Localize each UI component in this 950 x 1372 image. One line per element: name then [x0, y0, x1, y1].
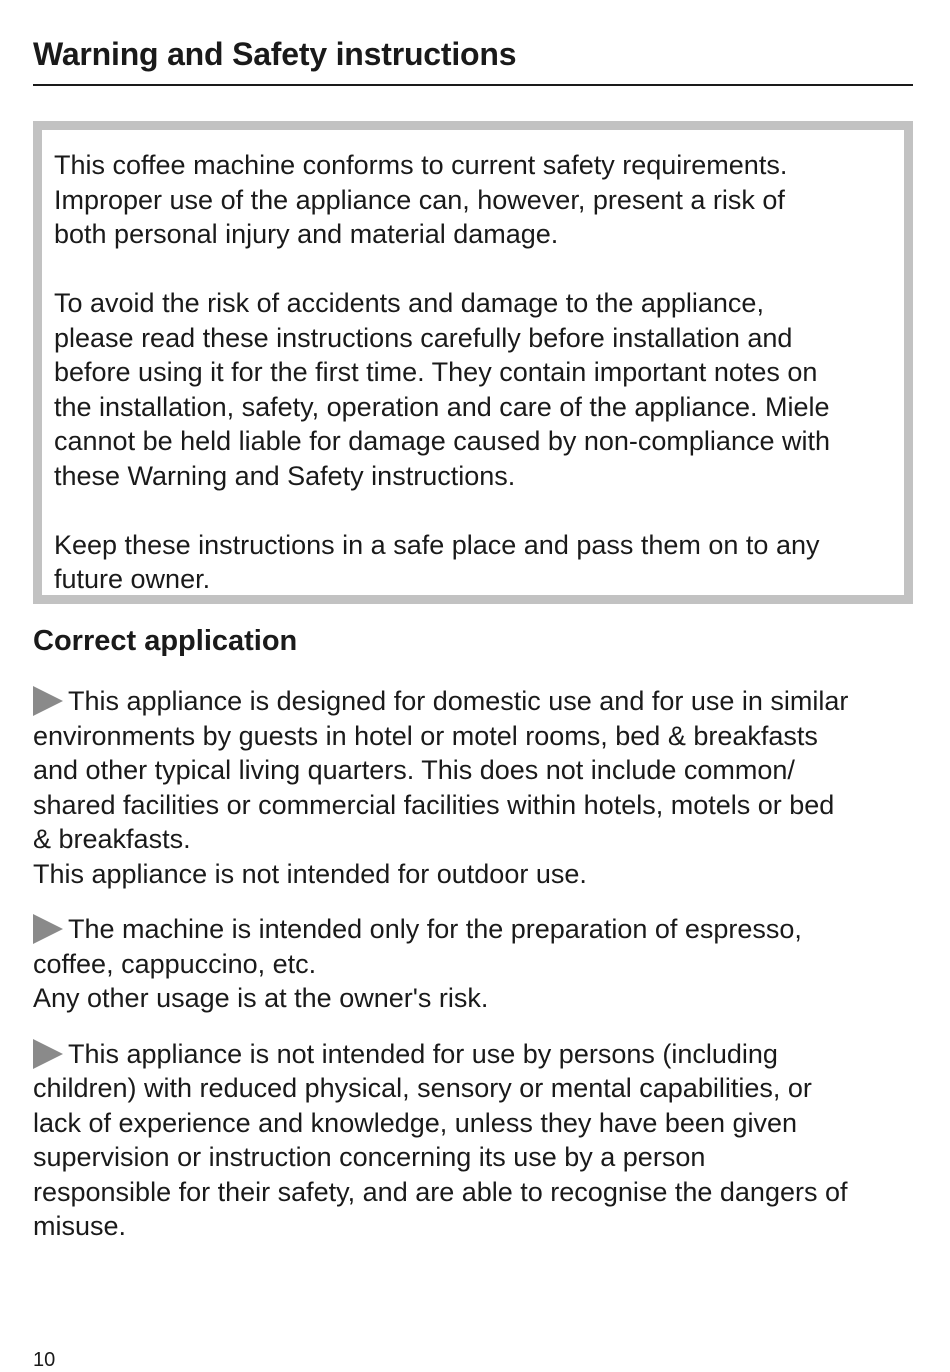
page-header	[33, 32, 913, 86]
notice-paragraph: To avoid the risk of accidents and damage to the appliance, please read these instructions carefully before installation and before using it for the first time. They contain important notes on the installation, safety, operation and care of the appliance. Miele cannot be held liable for damage caused by non-compliance with these Warning and Safety instructions.	[54, 288, 830, 491]
triangle-arrow-icon	[33, 686, 63, 716]
safety-notice-box	[33, 121, 913, 604]
list-item-text: This appliance is designed for domestic use and for use in similar environments by guests in hotel or motel rooms, bed & breakfasts and other typical living quarters. This does not include common/ shared facilities or commercial facilities within hotels, motels or bed & breakfasts. This appliance is not intended for outdoor use.	[33, 686, 849, 889]
section-title: Correct application	[33, 625, 298, 657]
triangle-arrow-icon	[33, 914, 63, 944]
page-title: Warning and Safety instructions	[33, 36, 517, 72]
page-number: 10	[33, 1349, 56, 1371]
list-item-text: This appliance is not intended for use by persons (including children) with reduced physical, sensory or mental capabilities, or lack of experience and knowledge, unless they have been given supervision or instruction concerning its use by a person responsible for their safety, and are able to recognise the dangers of misuse.	[33, 1038, 848, 1241]
triangle-arrow-icon	[33, 1039, 63, 1069]
notice-paragraph: This coffee machine conforms to current safety requirements. Improper use of the appliance can, however, present a risk of both personal injury and material damage.	[54, 150, 788, 249]
notice-paragraph: Keep these instructions in a safe place and pass them on to any future owner.	[54, 529, 820, 594]
list-item	[33, 1037, 923, 1244]
list-item-text: The machine is intended only for the preparation of espresso, coffee, cappuccino, etc. Any other usage is at the owner's risk.	[33, 914, 802, 1013]
list-item	[33, 912, 923, 1016]
list-item	[33, 684, 923, 891]
correct-application-list	[33, 684, 923, 1265]
